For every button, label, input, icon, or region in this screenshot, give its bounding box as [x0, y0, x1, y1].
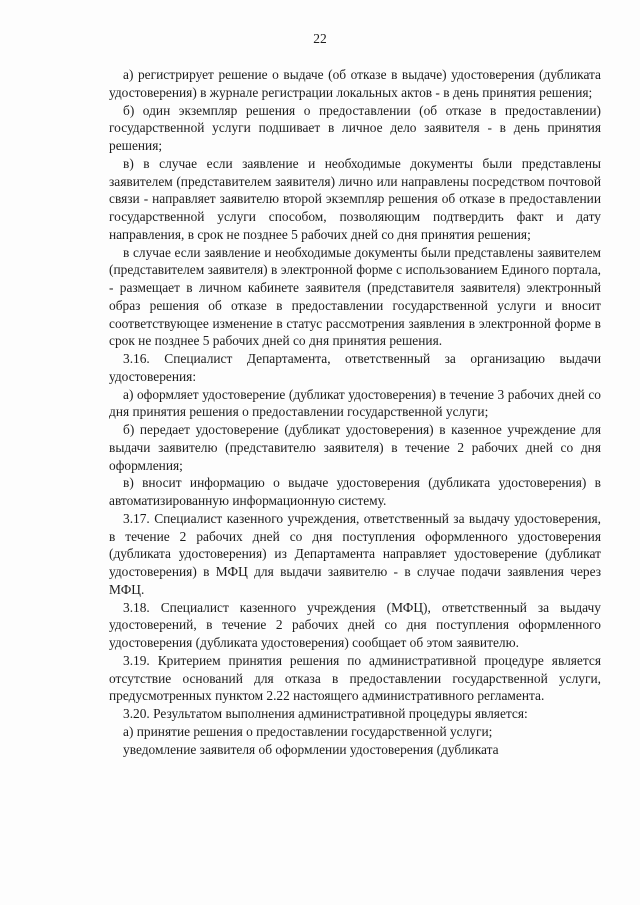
paragraph-3-16-a: а) оформляет удостоверение (дубликат удостоверения) в течение 3 рабочих дней со дня принятия решения о предоставлении государственной услуги;	[109, 386, 601, 420]
paragraph-3-20: 3.20. Результатом выполнения административной процедуры является:	[123, 706, 528, 721]
paragraph-3-20-a: а) принятие решения о предоставлении государственной услуги;	[123, 723, 493, 739]
paragraph-3-15-a: а) регистрирует решение о выдаче (об отказе в выдаче) удостоверения (дубликата удостоверения) в журнале регистрации локальных актов - в день принятия решения;	[109, 67, 601, 100]
paragraph-3-16-v: в) вносит информацию о выдаче удостоверения (дубликата удостоверения) в автоматизированную информационную систему.	[109, 475, 601, 508]
document-body	[109, 66, 601, 758]
paragraph-3-20-notification: уведомление заявителя об оформлении удостоверения (дубликата	[123, 741, 499, 757]
paragraph-3-15-v: в) в случае если заявление и необходимые документы были представлены заявителем (представителем заявителя) лично или направлены посредством почтовой связи - направляет заявителю второй экземпляр решения об отказе в предоставлении государственной услуги способом, позволяющим подтвердить факт и дату направления, в срок не позднее 5 рабочих дней со дня принятия решения;	[109, 155, 601, 242]
paragraph-3-19: 3.19. Критерием принятия решения по административной процедуре является отсутствие оснований для отказа в предоставлении государственной услуги, предусмотренных пунктом 2.22 настоящего административного регламента.	[109, 652, 601, 704]
paragraph-3-16-b: б) передает удостоверение (дубликат удостоверения) в казенное учреждение для выдачи заявителю (представителю заявителя) в течение 2 рабочих дней со дня оформления;	[109, 422, 601, 473]
paragraph-3-16: 3.16. Специалист Департамента, ответственный за организацию выдачи удостоверения:	[109, 351, 601, 384]
paragraph-3-18: 3.18. Специалист казенного учреждения (МФЦ), ответственный за выдачу удостоверений, в течение 2 рабочих дней со дня поступления оформленного удостоверения (дубликата удостоверения) сообщает об этом заявителю.	[109, 599, 601, 650]
paragraph-3-15-b: б) один экземпляр решения о предоставлении (об отказе в предоставлении) государственной услуги подшивает в личное дело заявителя - в день принятия решения;	[109, 102, 601, 153]
paragraph-3-15-electronic: в случае если заявление и необходимые документы были представлены заявителем (представителем заявителя) в электронной форме с использованием Единого портала, - размещает в личном кабинете заявителя (представителя заявителя) электронный образ решения об отказе в предоставлении государственной услуги и вносит соответствующее изменение в статус рассмотрения заявления в электронной форме в срок не позднее 5 рабочих дней со дня принятия решения.	[109, 244, 601, 349]
page-number: 22	[313, 31, 327, 46]
paragraph-3-17: 3.17. Специалист казенного учреждения, ответственный за выдачу удостоверения, в течение 2 рабочих дней со дня поступления оформленного удостоверения (дубликата удостоверения) из Департамента направляет удостоверение (дубликат удостоверения) в МФЦ для выдачи заявителю - в случае подачи заявления через МФЦ.	[109, 510, 601, 597]
